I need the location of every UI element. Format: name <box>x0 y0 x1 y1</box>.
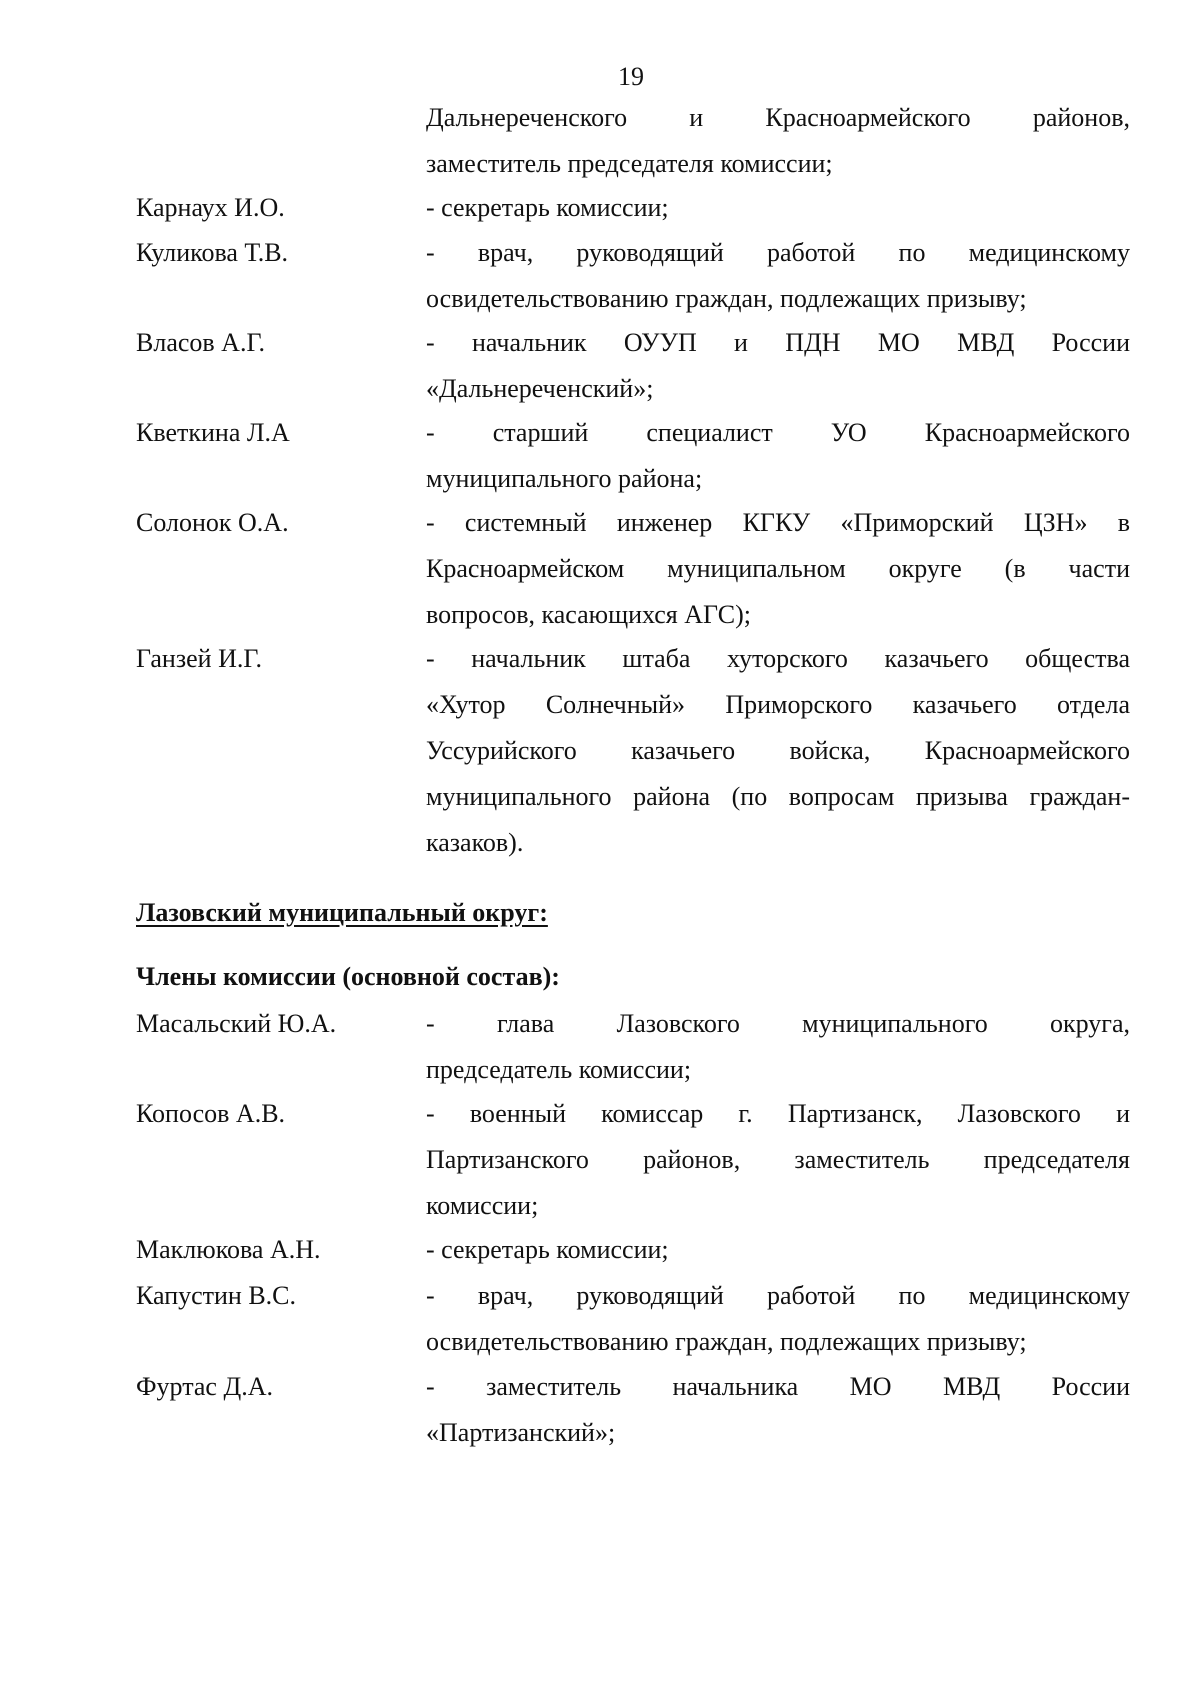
section-subheading: Члены комиссии (основной состав): <box>136 962 560 991</box>
member-role-line: председатель комиссии; <box>426 1055 692 1084</box>
member-role-line: - врач, руководящий работой по медицинскому <box>426 1281 1130 1310</box>
member-role-line: муниципального района (по вопросам призыва граждан- <box>426 782 1130 811</box>
member-role-line: «Дальнереченский»; <box>426 374 654 403</box>
member-role-line: - системный инженер КГКУ «Приморский ЦЗН» в <box>426 508 1130 537</box>
member-name: Карнаух И.О. <box>136 193 285 222</box>
member-name: Власов А.Г. <box>136 328 266 357</box>
member-role-line: - начальник штаба хуторского казачьего общества <box>426 644 1130 673</box>
member-role-line: «Партизанский»; <box>426 1418 616 1447</box>
member-role-line: - начальник ОУУП и ПДН МО МВД России <box>426 328 1130 357</box>
member-role-line: освидетельствованию граждан, подлежащих призыву; <box>426 1327 1027 1356</box>
member-role-line: Дальнереченского и Красноармейского районов, <box>426 103 1130 132</box>
member-role-line: освидетельствованию граждан, подлежащих призыву; <box>426 284 1027 313</box>
member-role-line: Красноармейском муниципальном округе (в части <box>426 554 1130 583</box>
member-name: Маклюкова А.Н. <box>136 1235 321 1264</box>
member-role-line: - заместитель начальника МО МВД России <box>426 1372 1130 1401</box>
member-role-line: муниципального района; <box>426 464 703 493</box>
member-role-line: - врач, руководящий работой по медицинскому <box>426 238 1130 267</box>
member-name: Ганзей И.Г. <box>136 644 262 673</box>
member-role-line: «Хутор Солнечный» Приморского казачьего отдела <box>426 690 1130 719</box>
member-name: Куликова Т.В. <box>136 238 289 267</box>
member-role-line: - военный комиссар г. Партизанск, Лазовского и <box>426 1099 1130 1128</box>
member-role-line: - секретарь комиссии; <box>426 193 669 222</box>
member-role-line: заместитель председателя комиссии; <box>426 149 833 178</box>
member-name: Кветкина Л.А <box>136 418 290 447</box>
section-heading: Лазовский муниципальный округ: <box>136 898 548 927</box>
member-role-line: Уссурийского казачьего войска, Красноармейского <box>426 736 1130 765</box>
member-name: Солонок О.А. <box>136 508 289 537</box>
member-role-line: казаков). <box>426 828 524 857</box>
member-role-line: - глава Лазовского муниципального округа, <box>426 1009 1130 1038</box>
member-name: Копосов А.В. <box>136 1099 286 1128</box>
member-name: Масальский Ю.А. <box>136 1009 337 1038</box>
member-name: Фуртас Д.А. <box>136 1372 273 1401</box>
member-role-line: - старший специалист УО Красноармейского <box>426 418 1130 447</box>
member-name: Капустин В.С. <box>136 1281 297 1310</box>
member-role-line: вопросов, касающихся АГС); <box>426 600 751 629</box>
page-number: 19 <box>618 62 644 91</box>
member-role-line: - секретарь комиссии; <box>426 1235 669 1264</box>
member-role-line: Партизанского районов, заместитель председателя <box>426 1145 1130 1174</box>
member-role-line: комиссии; <box>426 1191 539 1220</box>
